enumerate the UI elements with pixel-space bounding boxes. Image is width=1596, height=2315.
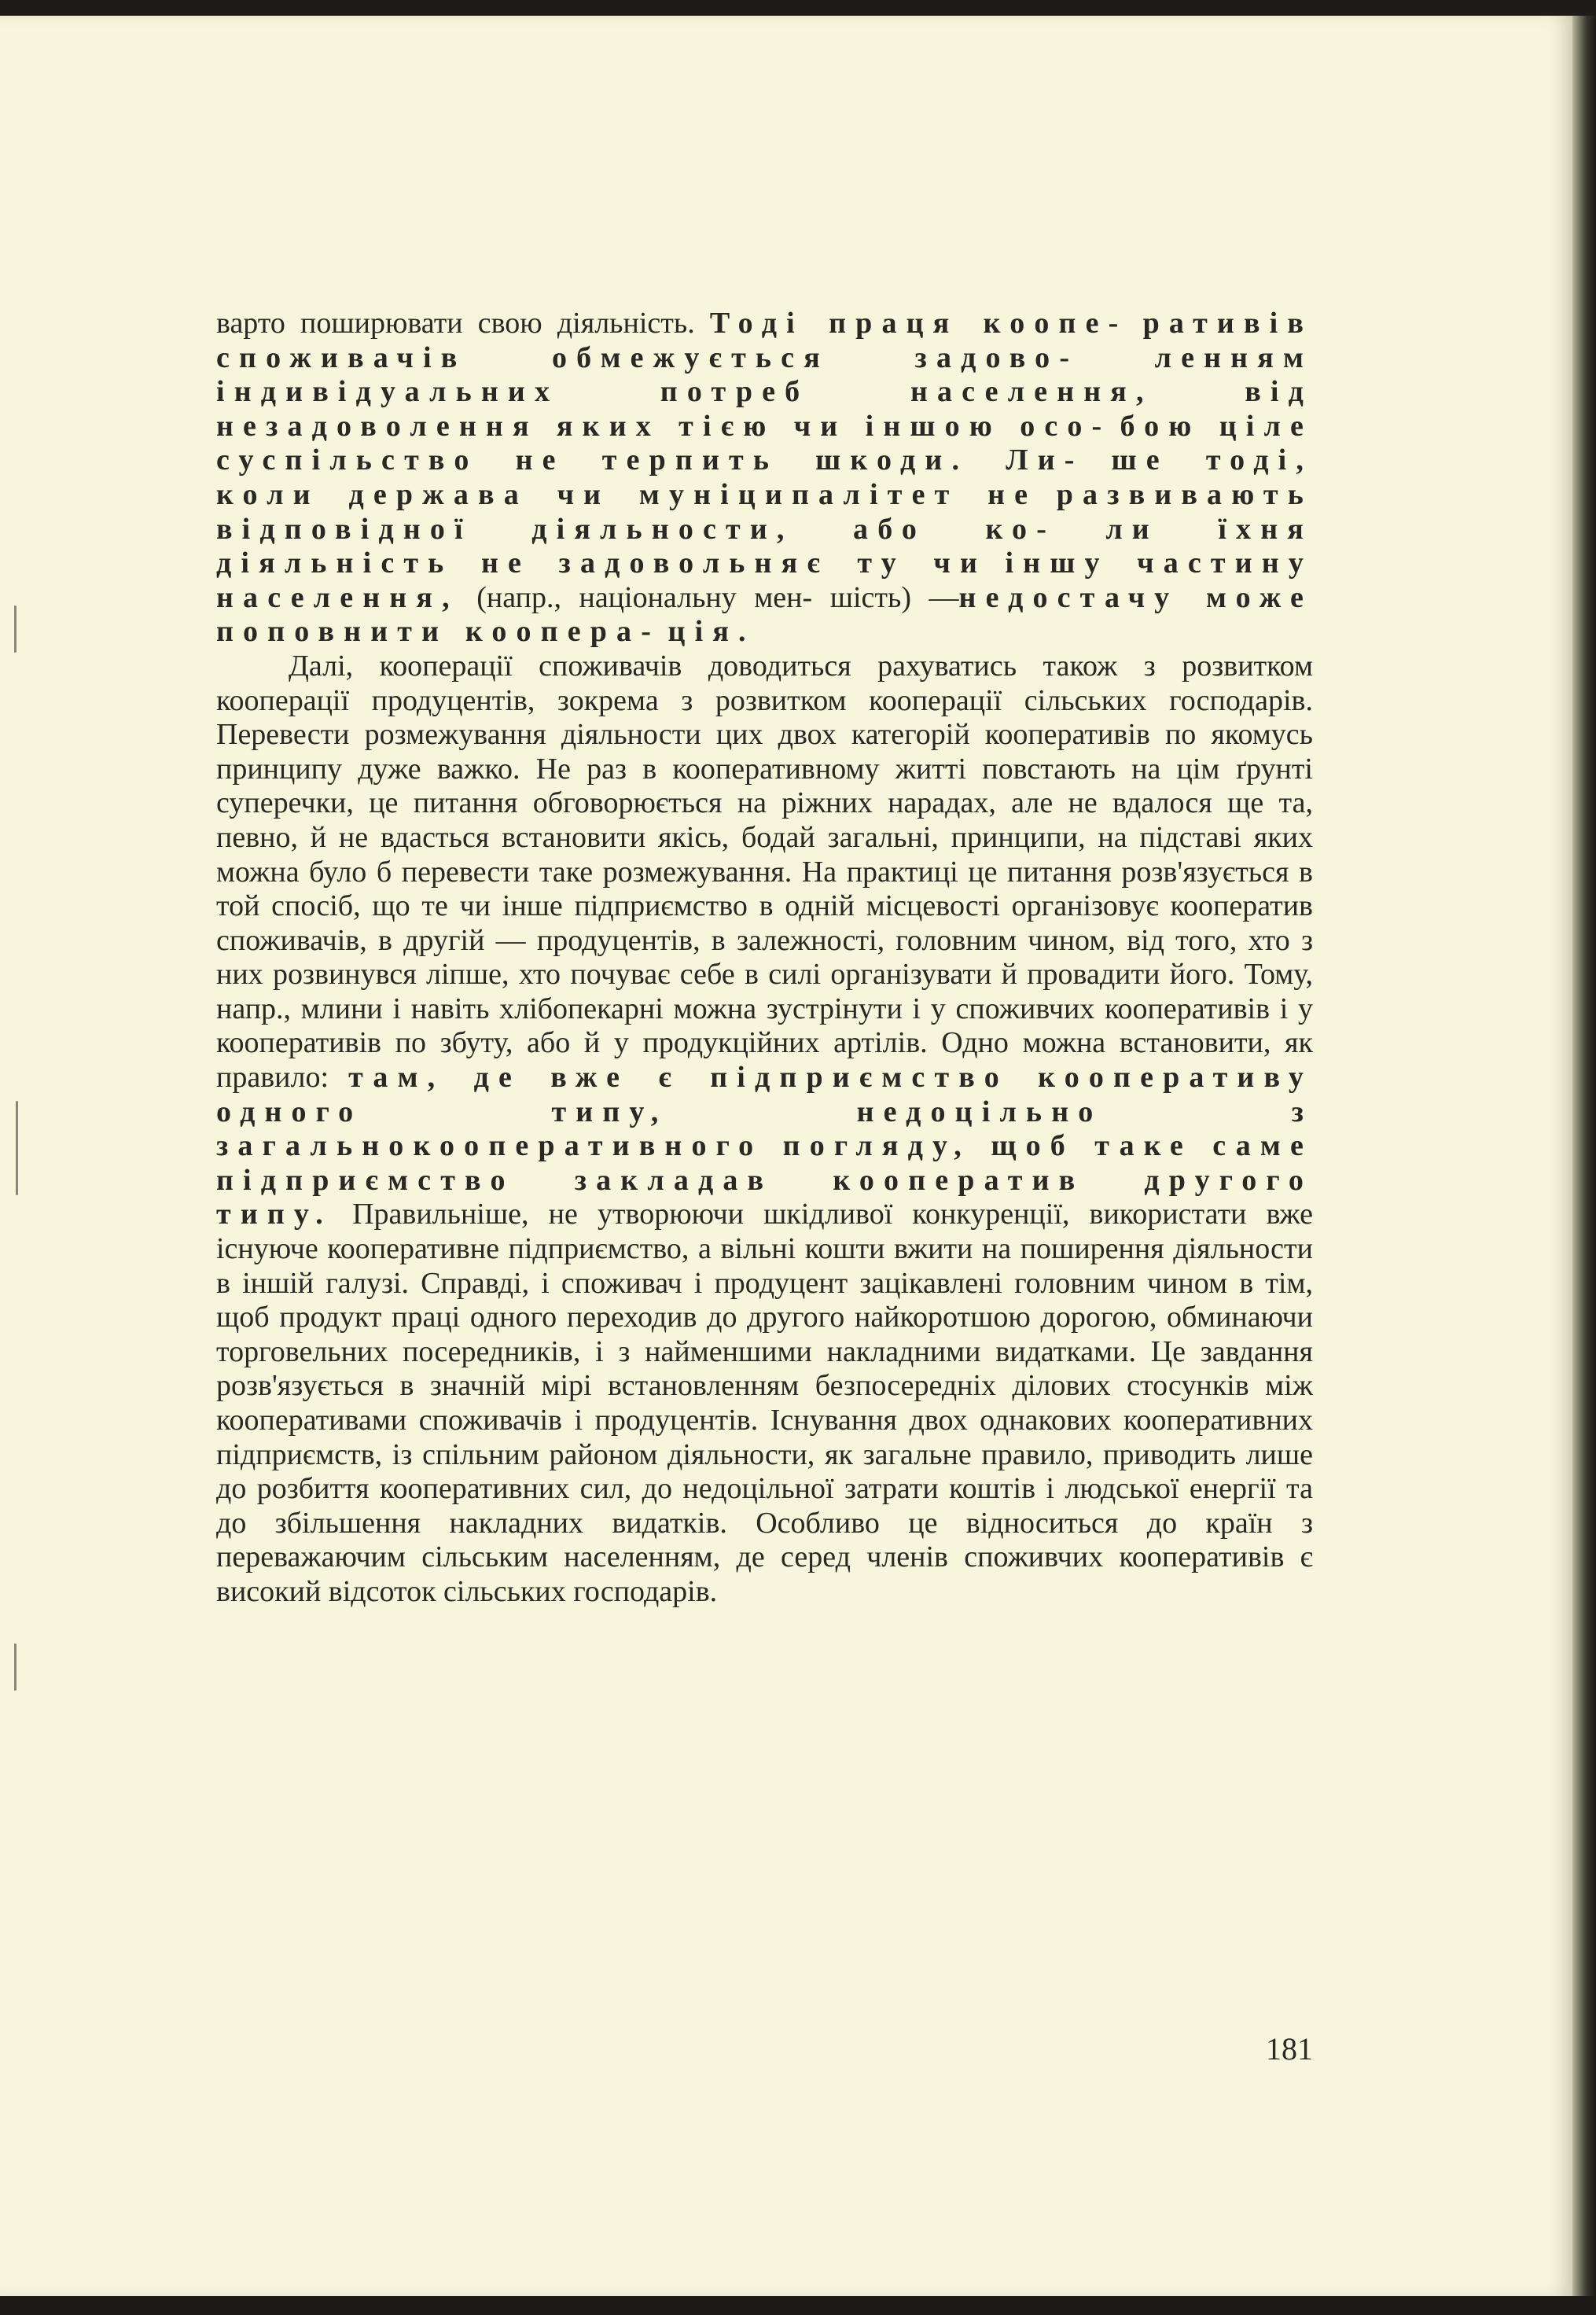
text-run: шість) — bbox=[829, 580, 959, 614]
text-run: варто поширювати свою діяльність. bbox=[216, 307, 695, 340]
scan-top-edge bbox=[0, 0, 1596, 17]
page-binding-edge bbox=[1572, 16, 1596, 2296]
margin-pencil-mark bbox=[16, 1101, 18, 1195]
spaced-emphasis: ли їхня діяльність не задовольняє ту чи bbox=[216, 512, 1313, 580]
spaced-emphasis: від незадоволення яких тією чи іншою осо- bbox=[216, 375, 1313, 443]
spaced-emphasis: іншу частину населення, bbox=[216, 547, 1313, 614]
spaced-emphasis: ше тоді, коли держава чи муніципалітет не bbox=[216, 443, 1314, 511]
text-run: (напр., національну мен- bbox=[476, 580, 813, 614]
spaced-emphasis: Тоді праця коопе- bbox=[709, 307, 1128, 340]
spaced-emphasis: там, де вже є підприємство кооперативу одного типу, недоцільно з загальнокооперативного погляду, щоб таке саме підприємство закладав кооператив другого типу. bbox=[216, 1061, 1313, 1231]
spaced-emphasis: недостачу може поповнити коопера- bbox=[216, 580, 1314, 649]
spaced-emphasis: развивають відповідної діяльности, або ко- bbox=[216, 477, 1313, 546]
paragraph-2 bbox=[216, 650, 1313, 1610]
margin-pencil-mark bbox=[14, 1643, 17, 1691]
scan-bottom-edge bbox=[0, 2296, 1596, 2315]
spaced-emphasis: бою ціле суспільство не терпить шкоди. Ли- bbox=[216, 409, 1314, 477]
spaced-emphasis: ленням індивідуальних потреб населення, bbox=[216, 340, 1314, 409]
paragraph-1 bbox=[216, 307, 1313, 650]
text-run: Правильніше, не утворюючи шкідливої конкуренції, використати вже існуюче кооперативне підприємство, а вільні кошти вжити на поширення діяльности в іншій галузі. Справді, і споживач і продуцент зацікавлені головним чином в тім, щоб продукт праці одного переходив до другого найкоротшою дорогою, обминаючи торговельних посередників, і з найменшими накладними видатками. Це завдання розв'язується в значній мірі встановленням безпосередніх ділових стосунків між кооперативами споживачів і продуцентів. Існування двох однакових кооперативних підприємств, із спільним районом діяльности, як загальне правило, приводить лише до розбиття кооперативних сил, до недоцільної затрати коштів і людської енергії та до збільшення накладних видатків. Особливо це відноситься до країн з переважаючим сільським населенням, де серед членів споживчих кооперативів є високий відсоток сільських господарів. bbox=[216, 1198, 1314, 1608]
spaced-emphasis: ративів споживачів обмежується задово- bbox=[216, 307, 1314, 374]
text-run: Далі, кооперації споживачів доводиться рахуватись також з розвитком кооперації продуцентів, зокрема з розвитком кооперації сільських господарів. Перевести розмежування діяльности цих двох категорій кооперативів по якомусь принципу дуже важко. Не раз в кооперативному житті повстають на цім ґрунті суперечки, це питання обговорюється на ріжних нарадах, але не вдалося ще та, певно, й не вдасться встановити якісь, бодай загальні, принципи, на підставі яких можна було б перевести таке розмежування. На практиці це питання розв'язується в той спосіб, що те чи інше підприємство в одній місцевості організовує кооператив споживачів, в другій — продуцентів, в залежності, головним чином, від того, хто з них розвинувся ліпше, хто почуває себе в силі організувати й провадити його. Тому, напр., млини і навіть хлібопекарні можна зустрінути і у споживчих кооперативів і у кооперативів по збуту, або й у продукційних артілів. Одно можна встановити, як правило: bbox=[216, 649, 1313, 1095]
margin-pencil-mark bbox=[14, 605, 17, 653]
body-text bbox=[216, 307, 1313, 1610]
spaced-emphasis: ція. bbox=[667, 615, 756, 649]
page-number: 181 bbox=[1266, 2031, 1313, 2067]
